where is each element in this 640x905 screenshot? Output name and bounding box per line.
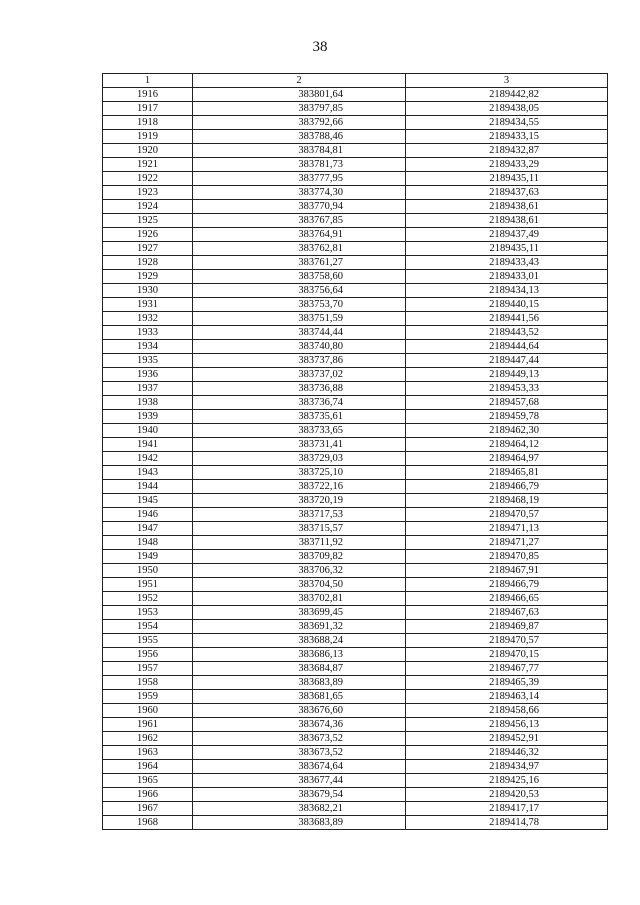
cell-x-coordinate: 383725,10	[193, 466, 406, 480]
table-row	[103, 312, 608, 326]
cell-point-number: 1962	[103, 732, 193, 746]
cell-y-coordinate: 2189468,19	[406, 494, 608, 508]
cell-x-coordinate: 383737,02	[193, 368, 406, 382]
table-row	[103, 158, 608, 172]
table-row	[103, 508, 608, 522]
cell-y-coordinate: 2189446,32	[406, 746, 608, 760]
table-row	[103, 662, 608, 676]
cell-y-coordinate: 2189438,61	[406, 200, 608, 214]
table-row	[103, 144, 608, 158]
cell-point-number: 1920	[103, 144, 193, 158]
cell-point-number: 1932	[103, 312, 193, 326]
cell-x-coordinate: 383684,87	[193, 662, 406, 676]
cell-point-number: 1961	[103, 718, 193, 732]
cell-x-coordinate: 383737,86	[193, 354, 406, 368]
page-number: 38	[312, 39, 328, 55]
table-body	[103, 88, 608, 830]
cell-x-coordinate: 383731,41	[193, 438, 406, 452]
cell-x-coordinate: 383673,52	[193, 732, 406, 746]
table-row	[103, 704, 608, 718]
cell-y-coordinate: 2189438,05	[406, 102, 608, 116]
table-row	[103, 690, 608, 704]
cell-x-coordinate: 383770,94	[193, 200, 406, 214]
cell-y-coordinate: 2189449,13	[406, 368, 608, 382]
cell-x-coordinate: 383767,85	[193, 214, 406, 228]
cell-y-coordinate: 2189467,63	[406, 606, 608, 620]
cell-x-coordinate: 383801,64	[193, 88, 406, 102]
cell-y-coordinate: 2189444,64	[406, 340, 608, 354]
cell-y-coordinate: 2189433,01	[406, 270, 608, 284]
cell-point-number: 1928	[103, 256, 193, 270]
table-row	[103, 802, 608, 816]
table-row	[103, 354, 608, 368]
cell-x-coordinate: 383681,65	[193, 690, 406, 704]
cell-x-coordinate: 383683,89	[193, 676, 406, 690]
cell-y-coordinate: 2189470,57	[406, 634, 608, 648]
cell-y-coordinate: 2189458,66	[406, 704, 608, 718]
cell-x-coordinate: 383706,32	[193, 564, 406, 578]
cell-x-coordinate: 383709,82	[193, 550, 406, 564]
cell-y-coordinate: 2189466,79	[406, 578, 608, 592]
cell-point-number: 1954	[103, 620, 193, 634]
table-row	[103, 480, 608, 494]
table-row	[103, 718, 608, 732]
cell-point-number: 1921	[103, 158, 193, 172]
cell-x-coordinate: 383722,16	[193, 480, 406, 494]
cell-x-coordinate: 383676,60	[193, 704, 406, 718]
cell-point-number: 1923	[103, 186, 193, 200]
cell-y-coordinate: 2189434,13	[406, 284, 608, 298]
table-row	[103, 102, 608, 116]
cell-x-coordinate: 383756,64	[193, 284, 406, 298]
cell-y-coordinate: 2189452,91	[406, 732, 608, 746]
table-row	[103, 186, 608, 200]
table-row	[103, 130, 608, 144]
cell-y-coordinate: 2189453,33	[406, 382, 608, 396]
column-header-point-number: 1	[103, 74, 193, 88]
cell-y-coordinate: 2189466,79	[406, 480, 608, 494]
cell-x-coordinate: 383702,81	[193, 592, 406, 606]
cell-y-coordinate: 2189441,56	[406, 312, 608, 326]
cell-point-number: 1959	[103, 690, 193, 704]
cell-point-number: 1945	[103, 494, 193, 508]
cell-x-coordinate: 383674,64	[193, 760, 406, 774]
cell-x-coordinate: 383686,13	[193, 648, 406, 662]
cell-y-coordinate: 2189464,12	[406, 438, 608, 452]
table-row	[103, 200, 608, 214]
cell-y-coordinate: 2189470,85	[406, 550, 608, 564]
table-row	[103, 676, 608, 690]
cell-y-coordinate: 2189435,11	[406, 242, 608, 256]
cell-x-coordinate: 383788,46	[193, 130, 406, 144]
cell-point-number: 1938	[103, 396, 193, 410]
cell-point-number: 1942	[103, 452, 193, 466]
cell-y-coordinate: 2189442,82	[406, 88, 608, 102]
cell-x-coordinate: 383777,95	[193, 172, 406, 186]
cell-x-coordinate: 383753,70	[193, 298, 406, 312]
cell-point-number: 1940	[103, 424, 193, 438]
table-row	[103, 340, 608, 354]
cell-point-number: 1926	[103, 228, 193, 242]
cell-y-coordinate: 2189470,57	[406, 508, 608, 522]
cell-point-number: 1968	[103, 816, 193, 830]
cell-y-coordinate: 2189440,15	[406, 298, 608, 312]
cell-x-coordinate: 383744,44	[193, 326, 406, 340]
cell-x-coordinate: 383781,73	[193, 158, 406, 172]
cell-x-coordinate: 383733,65	[193, 424, 406, 438]
cell-x-coordinate: 383688,24	[193, 634, 406, 648]
table-row	[103, 732, 608, 746]
cell-point-number: 1944	[103, 480, 193, 494]
cell-y-coordinate: 2189420,53	[406, 788, 608, 802]
cell-y-coordinate: 2189443,52	[406, 326, 608, 340]
cell-y-coordinate: 2189470,15	[406, 648, 608, 662]
cell-point-number: 1967	[103, 802, 193, 816]
table-row	[103, 368, 608, 382]
table-row	[103, 536, 608, 550]
cell-y-coordinate: 2189465,81	[406, 466, 608, 480]
cell-point-number: 1929	[103, 270, 193, 284]
cell-point-number: 1935	[103, 354, 193, 368]
table-row	[103, 172, 608, 186]
cell-point-number: 1933	[103, 326, 193, 340]
table-row	[103, 256, 608, 270]
table-row	[103, 648, 608, 662]
cell-point-number: 1966	[103, 788, 193, 802]
cell-point-number: 1952	[103, 592, 193, 606]
table-row	[103, 774, 608, 788]
cell-x-coordinate: 383679,54	[193, 788, 406, 802]
cell-point-number: 1924	[103, 200, 193, 214]
cell-y-coordinate: 2189434,97	[406, 760, 608, 774]
table-row	[103, 578, 608, 592]
table-row	[103, 606, 608, 620]
table-row	[103, 816, 608, 830]
cell-y-coordinate: 2189467,77	[406, 662, 608, 676]
cell-x-coordinate: 383764,91	[193, 228, 406, 242]
table-row	[103, 634, 608, 648]
cell-point-number: 1930	[103, 284, 193, 298]
cell-point-number: 1949	[103, 550, 193, 564]
cell-y-coordinate: 2189417,17	[406, 802, 608, 816]
cell-x-coordinate: 383699,45	[193, 606, 406, 620]
table-row	[103, 522, 608, 536]
cell-y-coordinate: 2189437,63	[406, 186, 608, 200]
cell-point-number: 1946	[103, 508, 193, 522]
column-header-y: 3	[406, 74, 608, 88]
table-row	[103, 760, 608, 774]
cell-point-number: 1965	[103, 774, 193, 788]
cell-y-coordinate: 2189467,91	[406, 564, 608, 578]
cell-x-coordinate: 383774,30	[193, 186, 406, 200]
cell-point-number: 1916	[103, 88, 193, 102]
cell-point-number: 1919	[103, 130, 193, 144]
cell-y-coordinate: 2189433,29	[406, 158, 608, 172]
cell-y-coordinate: 2189469,87	[406, 620, 608, 634]
cell-x-coordinate: 383704,50	[193, 578, 406, 592]
cell-point-number: 1958	[103, 676, 193, 690]
table-row	[103, 116, 608, 130]
cell-y-coordinate: 2189432,87	[406, 144, 608, 158]
cell-y-coordinate: 2189465,39	[406, 676, 608, 690]
cell-x-coordinate: 383761,27	[193, 256, 406, 270]
cell-x-coordinate: 383751,59	[193, 312, 406, 326]
table-row	[103, 494, 608, 508]
cell-y-coordinate: 2189414,78	[406, 816, 608, 830]
cell-x-coordinate: 383673,52	[193, 746, 406, 760]
cell-y-coordinate: 2189471,27	[406, 536, 608, 550]
cell-point-number: 1922	[103, 172, 193, 186]
cell-x-coordinate: 383735,61	[193, 410, 406, 424]
cell-x-coordinate: 383792,66	[193, 116, 406, 130]
cell-x-coordinate: 383691,32	[193, 620, 406, 634]
cell-point-number: 1957	[103, 662, 193, 676]
cell-point-number: 1927	[103, 242, 193, 256]
table-row	[103, 284, 608, 298]
cell-point-number: 1939	[103, 410, 193, 424]
cell-point-number: 1963	[103, 746, 193, 760]
cell-y-coordinate: 2189437,49	[406, 228, 608, 242]
cell-x-coordinate: 383758,60	[193, 270, 406, 284]
table-row	[103, 438, 608, 452]
cell-point-number: 1953	[103, 606, 193, 620]
table-row	[103, 620, 608, 634]
cell-y-coordinate: 2189459,78	[406, 410, 608, 424]
cell-point-number: 1948	[103, 536, 193, 550]
cell-point-number: 1951	[103, 578, 193, 592]
cell-y-coordinate: 2189466,65	[406, 592, 608, 606]
cell-point-number: 1941	[103, 438, 193, 452]
coordinates-table	[102, 73, 608, 830]
cell-y-coordinate: 2189471,13	[406, 522, 608, 536]
cell-x-coordinate: 383784,81	[193, 144, 406, 158]
table-row	[103, 270, 608, 284]
cell-point-number: 1936	[103, 368, 193, 382]
cell-y-coordinate: 2189435,11	[406, 172, 608, 186]
cell-y-coordinate: 2189447,44	[406, 354, 608, 368]
cell-point-number: 1947	[103, 522, 193, 536]
cell-y-coordinate: 2189433,43	[406, 256, 608, 270]
table-row	[103, 746, 608, 760]
cell-x-coordinate: 383740,80	[193, 340, 406, 354]
cell-y-coordinate: 2189462,30	[406, 424, 608, 438]
cell-point-number: 1943	[103, 466, 193, 480]
cell-point-number: 1925	[103, 214, 193, 228]
table-row	[103, 550, 608, 564]
table-row	[103, 382, 608, 396]
table-row	[103, 214, 608, 228]
cell-point-number: 1955	[103, 634, 193, 648]
cell-y-coordinate: 2189433,15	[406, 130, 608, 144]
table-row	[103, 410, 608, 424]
cell-x-coordinate: 383711,92	[193, 536, 406, 550]
table-row	[103, 242, 608, 256]
cell-x-coordinate: 383683,89	[193, 816, 406, 830]
cell-x-coordinate: 383717,53	[193, 508, 406, 522]
table-row	[103, 396, 608, 410]
cell-point-number: 1960	[103, 704, 193, 718]
cell-y-coordinate: 2189425,16	[406, 774, 608, 788]
table-row	[103, 564, 608, 578]
cell-y-coordinate: 2189438,61	[406, 214, 608, 228]
cell-point-number: 1964	[103, 760, 193, 774]
table-row	[103, 424, 608, 438]
table-row	[103, 88, 608, 102]
cell-x-coordinate: 383674,36	[193, 718, 406, 732]
cell-y-coordinate: 2189464,97	[406, 452, 608, 466]
column-header-x: 2	[193, 74, 406, 88]
cell-point-number: 1917	[103, 102, 193, 116]
table-row	[103, 452, 608, 466]
cell-point-number: 1931	[103, 298, 193, 312]
table-row	[103, 592, 608, 606]
cell-y-coordinate: 2189434,55	[406, 116, 608, 130]
cell-x-coordinate: 383736,74	[193, 396, 406, 410]
cell-point-number: 1950	[103, 564, 193, 578]
cell-y-coordinate: 2189457,68	[406, 396, 608, 410]
table-row	[103, 298, 608, 312]
cell-x-coordinate: 383682,21	[193, 802, 406, 816]
cell-x-coordinate: 383729,03	[193, 452, 406, 466]
cell-y-coordinate: 2189456,13	[406, 718, 608, 732]
cell-point-number: 1937	[103, 382, 193, 396]
cell-x-coordinate: 383736,88	[193, 382, 406, 396]
table-header-row	[103, 74, 608, 88]
cell-x-coordinate: 383797,85	[193, 102, 406, 116]
table-row	[103, 788, 608, 802]
cell-x-coordinate: 383715,57	[193, 522, 406, 536]
cell-point-number: 1956	[103, 648, 193, 662]
cell-x-coordinate: 383677,44	[193, 774, 406, 788]
cell-y-coordinate: 2189463,14	[406, 690, 608, 704]
cell-x-coordinate: 383762,81	[193, 242, 406, 256]
table-row	[103, 228, 608, 242]
cell-x-coordinate: 383720,19	[193, 494, 406, 508]
cell-point-number: 1934	[103, 340, 193, 354]
table-row	[103, 466, 608, 480]
table-row	[103, 326, 608, 340]
cell-point-number: 1918	[103, 116, 193, 130]
